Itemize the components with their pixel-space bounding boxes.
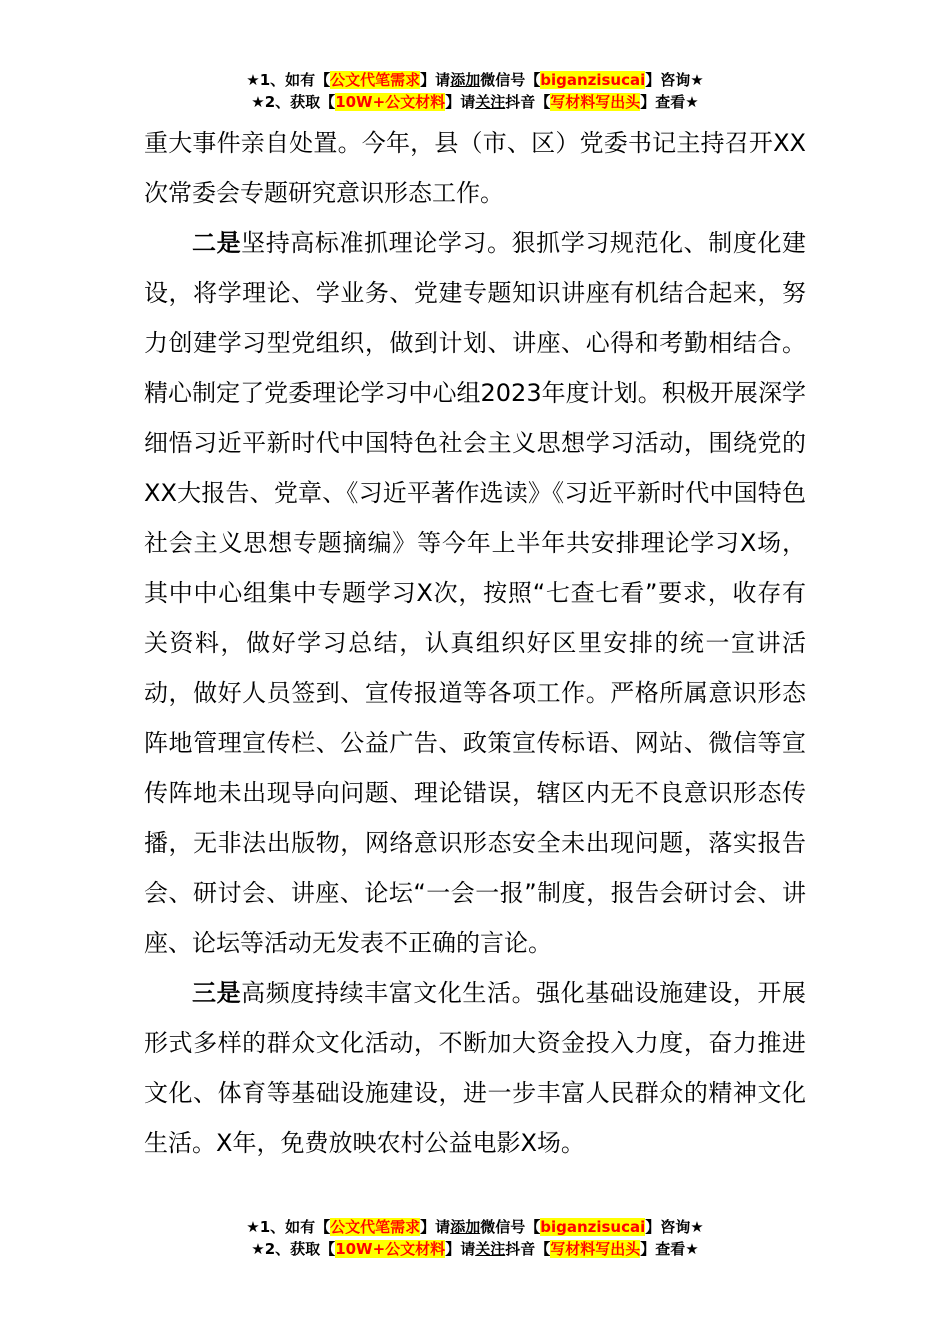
footer-promo-banner (0, 1216, 950, 1260)
paragraph-cultural-life (144, 968, 806, 1168)
paragraph-lead: 三是 (192, 979, 242, 1007)
paragraph-theory-study (144, 218, 806, 968)
promo-text: 】请 (445, 93, 476, 111)
promo-text: ★2、获取【 (251, 1240, 336, 1258)
promo-text: 微信号【 (480, 71, 541, 89)
paragraph-lead: 二是 (192, 229, 242, 257)
promo-highlight: 公文代笔需求 (330, 71, 421, 89)
promo-text: 抖音【 (505, 1240, 551, 1258)
promo-wechat-id: biganzisucai (540, 1218, 646, 1236)
promo-underline: 添加 (450, 1218, 481, 1236)
paragraph-text: 高频度持续丰富文化生活。强化基础设施建设，开展形式多样的群众文化活动，不断加大资金投入力度，奋力推进文化、体育等基础设施建设，进一步丰富人民群众的精神文化生活。X年，免费放映农村公益电影X场。 (144, 979, 807, 1157)
promo-wechat-id: biganzisucai (540, 71, 646, 89)
paragraph-text: 重大事件亲自处置。今年，县（市、区）党委书记主持召开XX次常委会专题研究意识形态工作。 (144, 129, 806, 207)
promo-text: 微信号【 (480, 1218, 541, 1236)
promo-text: 】查看★ (640, 93, 699, 111)
promo-underline: 关注 (475, 93, 506, 111)
promo-text: ★1、如有【 (246, 71, 331, 89)
paragraph-text: 坚持高标准抓理论学习。狠抓学习规范化、制度化建设，将学理论、学业务、党建专题知识讲座有机结合起来，努力创建学习型党组织，做到计划、讲座、心得和考勤相结合。精心制定了党委理论学习中心组2023年度计划。积极开展深学细悟习近平新时代中国特色社会主义思想学习活动，围绕党的XX大报告、党章、《习近平著作选读》《习近平新时代中国特色社会主义思想专题摘编》等今年上半年共安排理论学习X场，其中中心组集中专题学习X次，按照“七查七看”要求，收存有关资料，做好学习总结，认真组织好区里安排的统一宣讲活动，做好人员签到、宣传报道等各项工作。严格所属意识形态阵地管理宣传栏、公益广告、政策宣传标语、网站、微信等宣传阵地未出现导向问题、理论错误，辖区内无不良意识形态传播，无非法出版物，网络意识形态安全未出现问题，落实报告会、研讨会、讲座、论坛“一会一报”制度，报告会研讨会、讲座、论坛等活动无发表不正确的言论。 (144, 229, 807, 957)
promo-douyin-id: 写材料写出头 (550, 1240, 641, 1258)
promo-text: 】咨询★ (645, 1218, 704, 1236)
promo-text: 】咨询★ (645, 71, 704, 89)
promo-line-2 (0, 1238, 950, 1260)
promo-highlight: 10W+公文材料 (335, 1240, 446, 1258)
promo-text: ★1、如有【 (246, 1218, 331, 1236)
promo-line-1 (0, 69, 950, 91)
promo-line-2 (0, 91, 950, 113)
promo-text: 】请 (420, 1218, 451, 1236)
promo-highlight: 10W+公文材料 (335, 93, 446, 111)
promo-douyin-id: 写材料写出头 (550, 93, 641, 111)
promo-text: 抖音【 (505, 93, 551, 111)
promo-text: 】请 (445, 1240, 476, 1258)
promo-highlight: 公文代笔需求 (330, 1218, 421, 1236)
promo-text: 】查看★ (640, 1240, 699, 1258)
promo-line-1 (0, 1216, 950, 1238)
document-body (144, 118, 806, 1168)
promo-underline: 关注 (475, 1240, 506, 1258)
header-promo-banner (0, 69, 950, 113)
paragraph-continued (144, 118, 806, 218)
promo-text: 】请 (420, 71, 451, 89)
promo-text: ★2、获取【 (251, 93, 336, 111)
promo-underline: 添加 (450, 71, 481, 89)
